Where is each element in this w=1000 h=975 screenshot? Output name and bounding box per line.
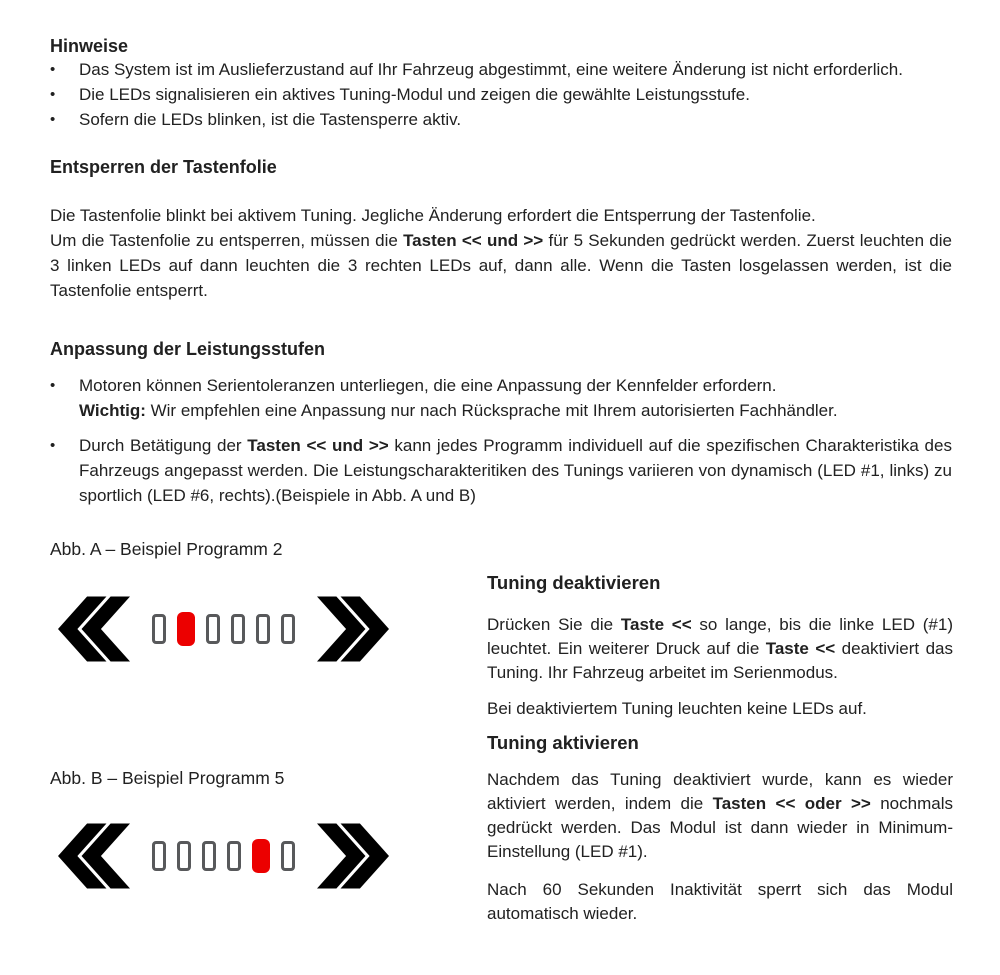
figure-b-graphic	[58, 823, 487, 889]
bold-text: Taste <<	[765, 639, 836, 658]
text: nochmals gedrückt werden. Das Modul ist dann wieder in Minimum-Einstellung (LED #1).	[487, 794, 953, 861]
bullet-dot: •	[50, 437, 56, 454]
text: Drücken Sie die	[487, 615, 621, 634]
entsperren-paragraph	[50, 228, 952, 303]
text: deaktiviert das Tuning. Ihr Fahrzeug arbeitet im Serienmodus.	[487, 639, 953, 682]
anpassung-bullet-1-text	[79, 373, 952, 423]
bullet-dot: •	[50, 111, 56, 128]
deaktivieren-paragraph-2: Bei deaktiviertem Tuning leuchten keine LEDs auf.	[487, 699, 867, 718]
hinweise-bullet-3	[50, 107, 952, 132]
led-2	[177, 841, 191, 871]
led-3	[202, 841, 216, 871]
figure-a-label: Abb. A – Beispiel Programm 2	[50, 539, 283, 559]
led-4	[231, 614, 245, 644]
bullet-dot: •	[50, 61, 56, 78]
led-1	[152, 841, 166, 871]
hinweise-bullet-1	[50, 57, 952, 82]
section-title-tuning-deaktivieren: Tuning deaktivieren	[487, 572, 661, 593]
aktivieren-paragraph-1	[487, 768, 953, 864]
figure-b-led-row	[152, 839, 295, 873]
anpassung-bullet-2	[50, 433, 952, 508]
chevron-right-icon	[317, 596, 389, 662]
bold-text: Taste <<	[620, 615, 692, 634]
text: für 5 Sekunden gedrückt werden. Zuerst leuchten die 3 linken LEDs auf dann leuchten die 3 rechten LEDs auf, dann alle. Wenn die Tasten losgelassen werden, ist die Tastenfolie entsperrt.	[50, 231, 952, 300]
led-3	[206, 614, 220, 644]
led-5-active	[252, 839, 270, 873]
chevron-right-icon	[317, 823, 389, 889]
figure-b-label: Abb. B – Beispiel Programm 5	[50, 768, 285, 788]
figure-a-led-row	[152, 612, 295, 646]
bullet-dot: •	[50, 377, 56, 394]
aktivieren-paragraph-2: Nach 60 Sekunden Inaktivität sperrt sich das Modul automatisch wieder.	[487, 880, 953, 923]
figure-b	[50, 767, 487, 889]
bullet-dot: •	[50, 86, 56, 103]
led-2-active	[177, 612, 195, 646]
text: Wir empfehlen eine Anpassung nur nach Rücksprache mit Ihrem autorisierten Fachhändler.	[145, 401, 838, 420]
anpassung-bullet-1-line2	[79, 398, 952, 423]
text: Um die Tastenfolie zu entsperren, müssen die	[50, 231, 404, 250]
deaktivieren-paragraph-1	[487, 613, 953, 685]
led-5	[256, 614, 270, 644]
led-4	[227, 841, 241, 871]
text: Nachdem das Tuning deaktiviert wurde, kann es wieder aktiviert werden, indem die	[487, 770, 953, 813]
led-6	[281, 841, 295, 871]
bold-text: Tasten << oder >>	[712, 794, 871, 813]
hinweise-bullet-3-text: Sofern die LEDs blinken, ist die Tastensperre aktiv.	[79, 110, 462, 129]
hinweise-bullet-2	[50, 82, 952, 107]
hinweise-bullet-2-text: Die LEDs signalisieren ein aktives Tuning-Modul und zeigen die gewählte Leistungsstufe.	[79, 85, 750, 104]
figure-a-graphic	[58, 596, 487, 662]
led-1	[152, 614, 166, 644]
text: so lange, bis die linke LED (#1) leuchtet. Ein weiterer Druck auf die	[487, 615, 953, 658]
text: kann jedes Programm individuell auf die spezifischen Charakteristika des Fahrzeugs angepasst werden. Die Leistungscharakteritiken des Tunings variieren von dynamisch (LED #1, links) zu sportlich (LED #6, rechts).(Beispiele in Abb. A und B)	[79, 436, 952, 505]
anpassung-bullet-1	[50, 373, 952, 423]
section-title-hinweise: Hinweise	[50, 36, 129, 56]
instructions-column	[487, 571, 953, 926]
bold-text: Tasten << und >>	[247, 436, 389, 455]
section-title-entsperren: Entsperren der Tastenfolie	[50, 157, 277, 177]
chevron-left-icon	[58, 596, 130, 662]
anpassung-bullet-1-line1: Motoren können Serientoleranzen unterliegen, die eine Anpassung der Kennfelder erfordern.	[79, 376, 777, 395]
section-title-tuning-aktivieren: Tuning aktivieren	[487, 732, 639, 753]
hinweise-bullet-1-text: Das System ist im Auslieferzustand auf Ihr Fahrzeug abgestimmt, eine weitere Änderung ist nicht erforderlich.	[79, 60, 903, 79]
figures-and-instructions	[50, 531, 952, 951]
led-6	[281, 614, 295, 644]
section-title-anpassung: Anpassung der Leistungsstufen	[50, 339, 326, 359]
entsperren-line1: Die Tastenfolie blinkt bei aktivem Tuning. Jegliche Änderung erfordert die Entsperrung der Tastenfolie.	[50, 206, 816, 225]
text: Durch Betätigung der	[79, 436, 248, 455]
bold-text: Tasten << und >>	[403, 231, 544, 250]
anpassung-bullet-2-text	[79, 433, 952, 508]
bold-text: Wichtig:	[79, 401, 146, 420]
figure-a	[50, 538, 487, 662]
chevron-left-icon	[58, 823, 130, 889]
